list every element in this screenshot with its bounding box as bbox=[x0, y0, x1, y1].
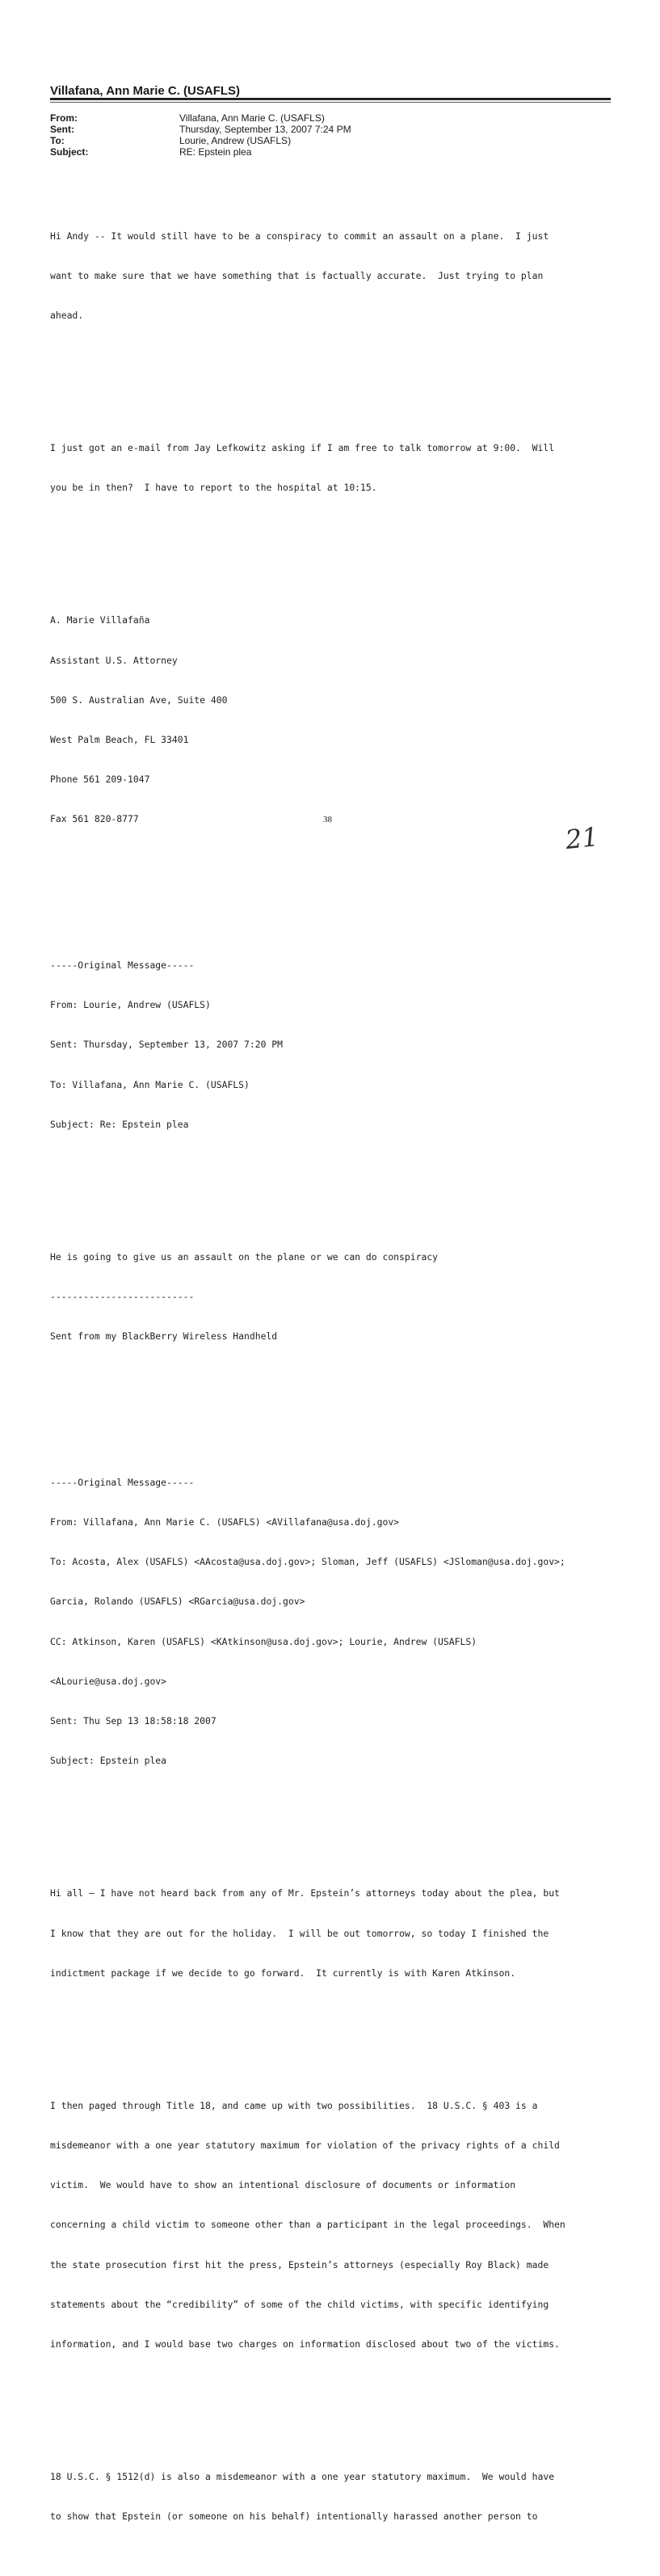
handwritten-mark: 21 bbox=[564, 820, 600, 856]
orig-line: To: Acosta, Alex (USAFLS) <AAcosta@usa.doj.gov>; Sloman, Jeff (USAFLS) <JSloman@usa.doj.gov>; bbox=[50, 1556, 565, 1568]
orig-line: From: Lourie, Andrew (USAFLS) bbox=[50, 999, 211, 1011]
to-label: To: bbox=[50, 135, 65, 146]
orig-line: -----Original Message----- bbox=[50, 1476, 195, 1488]
body-line: victim. We would have to show an intentional disclosure of documents or information bbox=[50, 2179, 516, 2191]
page-number: 38 bbox=[323, 815, 332, 824]
orig-line: CC: Atkinson, Karen (USAFLS) <KAtkinson@usa.doj.gov>; Lourie, Andrew (USAFLS) bbox=[50, 1635, 477, 1647]
body-line: want to make sure that we have something that is factually accurate. Just trying to plan bbox=[50, 269, 544, 281]
body-line: I then paged through Title 18, and came up with two possibilities. 18 U.S.C. § 403 is a bbox=[50, 2099, 538, 2111]
body-line: I know that they are out for the holiday. I will be out tomorrow, so today I finished the bbox=[50, 1927, 549, 1939]
orig-line: From: Villafana, Ann Marie C. (USAFLS) <AVillafana@usa.doj.gov> bbox=[50, 1516, 400, 1528]
body-paragraph bbox=[50, 2443, 632, 2549]
orig-line: To: Villafana, Ann Marie C. (USAFLS) bbox=[50, 1078, 250, 1090]
body-line: I just got an e-mail from Jay Lefkowitz asking if I am free to talk tomorrow at 9:00. Will bbox=[50, 442, 555, 454]
sent-label: Sent: bbox=[50, 124, 74, 135]
sender-title: Villafana, Ann Marie C. (USAFLS) bbox=[50, 84, 241, 98]
body-paragraph bbox=[50, 203, 632, 348]
body-line: Hi all – I have not heard back from any of Mr. Epstein’s attorneys today about the plea, but bbox=[50, 1887, 560, 1899]
body-paragraph bbox=[50, 1861, 632, 2006]
body-line: indictment package if we decide to go forward. It currently is with Karen Atkinson. bbox=[50, 1967, 516, 1979]
signature-line: 500 S. Australian Ave, Suite 400 bbox=[50, 694, 228, 706]
orig-line: Sent: Thursday, September 13, 2007 7:20 PM bbox=[50, 1039, 284, 1051]
to-value: Lourie, Andrew (USAFLS) bbox=[179, 135, 292, 146]
subject-label: Subject: bbox=[50, 146, 89, 158]
header-row-subject bbox=[50, 146, 351, 158]
body-line: Hi Andy -- It would still have to be a conspiracy to commit an assault on a plane. I just bbox=[50, 230, 549, 242]
signature-block bbox=[50, 588, 632, 856]
email-header-fields bbox=[50, 112, 351, 158]
from-label: From: bbox=[50, 112, 78, 124]
body-paragraph bbox=[50, 415, 632, 521]
header-rule-thin bbox=[50, 102, 611, 103]
orig-line: Sent: Thu Sep 13 18:58:18 2007 bbox=[50, 1715, 216, 1727]
body-line: concerning a child victim to someone other than a participant in the legal proceedings. When bbox=[50, 2219, 565, 2231]
signature-line: Phone 561 209-1047 bbox=[50, 774, 150, 786]
body-line: statements about the “credibility” of some of the child victims, with specific identifying bbox=[50, 2298, 549, 2310]
orig-line: <ALourie@usa.doj.gov> bbox=[50, 1675, 167, 1687]
orig-line: Subject: Epstein plea bbox=[50, 1755, 167, 1767]
body-line: to show that Epstein (or someone on his behalf) intentionally harassed another person to bbox=[50, 2511, 538, 2523]
body-line: Sent from my BlackBerry Wireless Handheld bbox=[50, 1330, 278, 1343]
signature-line: West Palm Beach, FL 33401 bbox=[50, 734, 189, 746]
orig-line: Subject: Re: Epstein plea bbox=[50, 1118, 189, 1130]
header-rule-thick bbox=[50, 98, 611, 100]
body-line: the state prosecution first hit the press, Epstein’s attorneys (especially Roy Black) made bbox=[50, 2258, 549, 2270]
body-paragraph bbox=[50, 2072, 632, 2377]
body-line: 18 U.S.C. § 1512(d) is also a misdemeanor with a one year statutory maximum. We would have bbox=[50, 2471, 555, 2483]
header-row-sent bbox=[50, 124, 351, 135]
from-value: Villafana, Ann Marie C. (USAFLS) bbox=[179, 112, 325, 124]
body-line: information, and I would base two charges on information disclosed about two of the victims. bbox=[50, 2338, 560, 2350]
original-message-body bbox=[50, 1224, 632, 1369]
orig-line: -----Original Message----- bbox=[50, 959, 195, 971]
signature-line: Fax 561 820-8777 bbox=[50, 813, 139, 825]
body-line: -------------------------- bbox=[50, 1291, 195, 1303]
subject-value: RE: Epstein plea bbox=[179, 146, 252, 158]
header-row-from bbox=[50, 112, 351, 124]
sent-value: Thursday, September 13, 2007 7:24 PM bbox=[179, 124, 351, 135]
original-message-header bbox=[50, 932, 632, 1157]
signature-line: Assistant U.S. Attorney bbox=[50, 654, 178, 666]
orig-line: Garcia, Rolando (USAFLS) <RGarcia@usa.doj.gov> bbox=[50, 1596, 305, 1608]
header-row-to bbox=[50, 135, 351, 146]
original-message-header bbox=[50, 1449, 632, 1794]
body-line: misdemeanor with a one year statutory maximum for violation of the privacy rights of a child bbox=[50, 2140, 560, 2152]
email-body bbox=[50, 176, 632, 2576]
body-line: you be in then? I have to report to the hospital at 10:15. bbox=[50, 482, 377, 494]
body-line: ahead. bbox=[50, 310, 84, 322]
signature-line: A. Marie Villafaña bbox=[50, 614, 150, 626]
body-line: He is going to give us an assault on the plane or we can do conspiracy bbox=[50, 1250, 439, 1263]
